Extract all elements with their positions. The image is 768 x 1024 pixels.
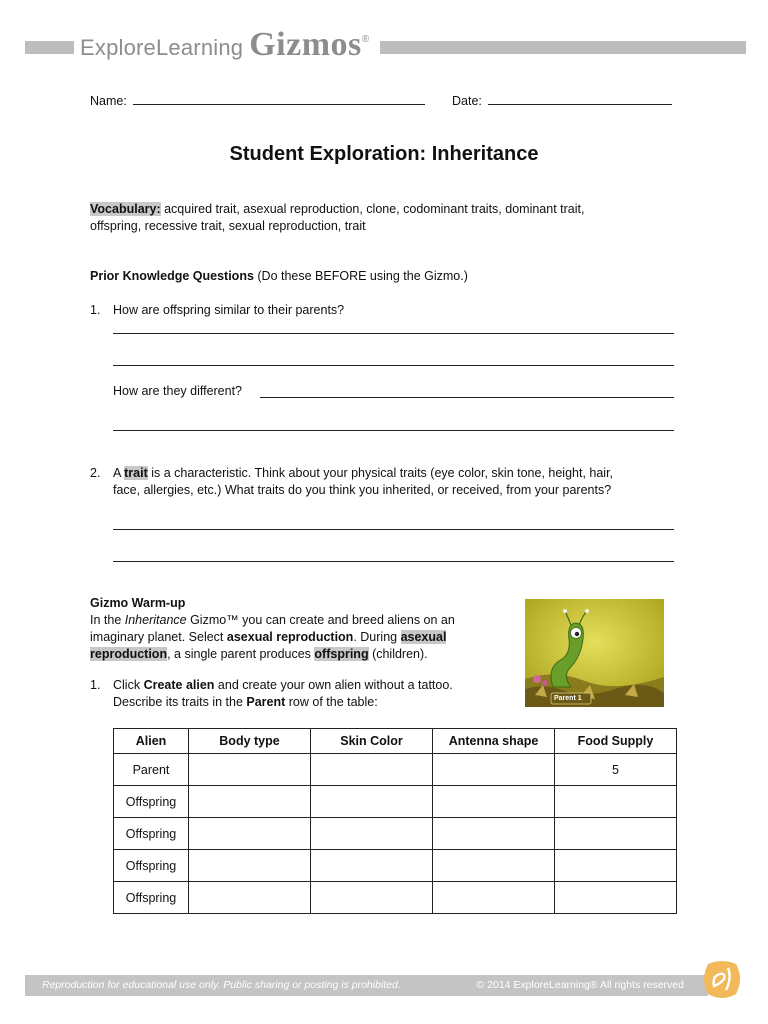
- page-title: Student Exploration: Inheritance: [229, 143, 539, 165]
- answer-line[interactable]: [113, 333, 674, 334]
- step1-text: [113, 677, 513, 711]
- table-row: [114, 818, 677, 850]
- warmup-l3-hl: reproduction: [90, 647, 168, 661]
- row-label: Offspring: [114, 850, 189, 882]
- column-header: Antenna shape: [433, 729, 555, 754]
- q1b-text: How are they different?: [113, 384, 243, 398]
- table-cell[interactable]: [433, 850, 555, 882]
- vocabulary: [90, 201, 690, 235]
- table-cell[interactable]: [311, 786, 433, 818]
- table-cell[interactable]: [189, 850, 311, 882]
- date-row: [452, 92, 672, 110]
- table-cell[interactable]: [433, 882, 555, 914]
- table-row: [114, 786, 677, 818]
- column-header: Food Supply: [555, 729, 677, 754]
- warmup-heading: Gizmo Warm-up: [90, 596, 186, 610]
- column-header: Body type: [189, 729, 311, 754]
- table-cell[interactable]: [311, 882, 433, 914]
- q2-line2: face, allergies, etc.) What traits do you think you inherited, or received, from your parents?: [113, 483, 612, 497]
- vocabulary-label: Vocabulary:: [90, 202, 161, 216]
- table-header-row: [114, 729, 677, 754]
- footer-bar: [25, 975, 708, 996]
- warmup-l1a: In the: [90, 613, 125, 627]
- answer-line[interactable]: [260, 397, 674, 398]
- vocabulary-line2: offspring, recessive trait, sexual reproduction, trait: [90, 219, 366, 233]
- step1-number: 1.: [90, 678, 101, 692]
- s1a: Click: [113, 678, 144, 692]
- q2-trait: trait: [124, 466, 148, 480]
- date-field[interactable]: [488, 92, 672, 105]
- table-cell[interactable]: [555, 882, 677, 914]
- s2b: row of the table:: [285, 695, 378, 709]
- vocabulary-line1: acquired trait, asexual reproduction, clone, codominant traits, dominant trait,: [160, 202, 585, 216]
- warmup-l1b: Gizmo™ you can create and breed aliens on an: [186, 613, 455, 627]
- answer-line[interactable]: [113, 529, 674, 530]
- name-row: [90, 92, 425, 110]
- warmup-l3a: , a single parent produces: [167, 647, 315, 661]
- warmup-l3b: (children).: [368, 647, 428, 661]
- brand-explore: ExploreLearning: [80, 35, 244, 60]
- column-header: Alien: [114, 729, 189, 754]
- warmup-l3-hl2: offspring: [314, 647, 369, 661]
- name-label: Name:: [90, 94, 127, 108]
- table-cell[interactable]: [311, 850, 433, 882]
- traits-table: [113, 728, 677, 914]
- warmup-l2-bold: asexual reproduction: [226, 630, 354, 644]
- table-row: [114, 882, 677, 914]
- table-cell[interactable]: [189, 882, 311, 914]
- table-cell[interactable]: [433, 754, 555, 786]
- answer-line[interactable]: [113, 430, 674, 431]
- answer-line[interactable]: [113, 365, 674, 366]
- row-label: Offspring: [114, 882, 189, 914]
- footer-notice: Reproduction for educational use only. Public sharing or posting is prohibited.: [42, 979, 401, 991]
- table-cell[interactable]: [311, 754, 433, 786]
- warmup-l2-hl: asexual: [400, 630, 447, 644]
- warmup-l2a: imaginary planet. Select: [90, 630, 227, 644]
- q2-a: A: [113, 466, 125, 480]
- date-label: Date:: [452, 94, 482, 108]
- row-label: Parent: [114, 754, 189, 786]
- table-cell[interactable]: 5: [555, 754, 677, 786]
- table-cell[interactable]: [555, 786, 677, 818]
- header-bar-right: [380, 41, 746, 54]
- table-cell[interactable]: [189, 818, 311, 850]
- footer-copyright: © 2014 ExploreLearning® All rights reserved: [476, 979, 684, 991]
- s2a: Describe its traits in the: [113, 695, 247, 709]
- q2-text: [113, 465, 693, 499]
- q1-number: 1.: [90, 303, 101, 317]
- column-header: Skin Color: [311, 729, 433, 754]
- table-cell[interactable]: [189, 754, 311, 786]
- header-bar-left: [25, 41, 75, 54]
- answer-line[interactable]: [113, 561, 674, 562]
- table-row: [114, 850, 677, 882]
- q2-b: is a characteristic. Think about your physical traits (eye color, skin tone, height, hair,: [147, 466, 614, 480]
- q1-text: How are offspring similar to their parents?: [113, 303, 345, 317]
- prior-heading: Prior Knowledge Questions: [90, 269, 254, 283]
- image-label: Parent 1: [554, 695, 582, 702]
- s2-bold: Parent: [246, 695, 286, 709]
- registered-mark: ®: [361, 34, 370, 45]
- alien-illustration: [525, 599, 664, 707]
- alien-image: [525, 599, 664, 707]
- table-cell[interactable]: [433, 786, 555, 818]
- table-cell[interactable]: [189, 786, 311, 818]
- warmup-l2b: . During: [353, 630, 401, 644]
- table-cell[interactable]: [433, 818, 555, 850]
- brand-logo: [74, 26, 375, 66]
- name-field[interactable]: [133, 92, 425, 105]
- row-label: Offspring: [114, 786, 189, 818]
- table-cell[interactable]: [555, 850, 677, 882]
- s1b: and create your own alien without a tattoo.: [214, 678, 453, 692]
- prior-note: (Do these BEFORE using the Gizmo.): [253, 269, 468, 283]
- explorelearning-badge-icon: [700, 958, 744, 1002]
- q2-number: 2.: [90, 466, 101, 480]
- brand-gizmos: Gizmos: [249, 26, 362, 63]
- table-cell[interactable]: [311, 818, 433, 850]
- table-row: [114, 754, 677, 786]
- row-label: Offspring: [114, 818, 189, 850]
- s1-bold: Create alien: [143, 678, 215, 692]
- prior-knowledge-heading: [90, 268, 468, 285]
- table-cell[interactable]: [555, 818, 677, 850]
- warmup-l1-italic: Inheritance: [124, 613, 187, 627]
- warmup-section: [90, 595, 510, 663]
